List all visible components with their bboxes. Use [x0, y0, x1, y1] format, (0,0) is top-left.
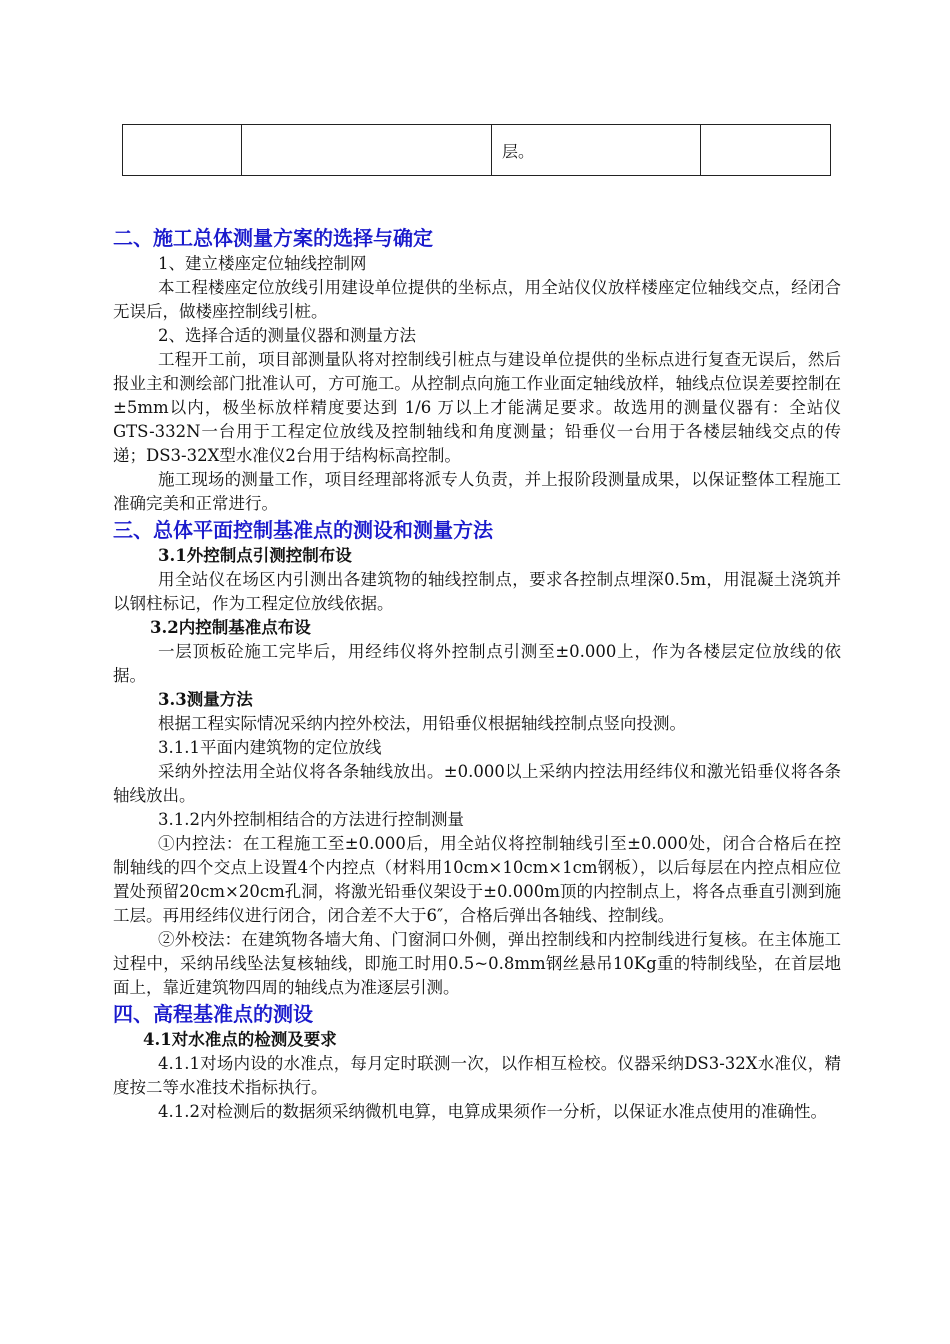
- section-3-1-2-title: 3.1.2内外控制相结合的方法进行控制测量: [158, 810, 464, 829]
- section-2-item-2-text-2: 施工现场的测量工作，项目经理部将派专人负责，并上报阶段测量成果，以保证整体工程施工准确完美和正常进行。: [113, 470, 841, 513]
- section-3-2-heading: 3.2内控制基准点布设: [150, 618, 311, 637]
- section-2-item-2-text: 工程开工前，项目部测量队将对控制线引桩点与建设单位提供的坐标点进行复查无误后，然后报业主和测绘部门批准认可，方可施工。从控制点向施工作业面定轴线放样，轴线点位误差要控制在±5mm以内，极坐标放样精度要达到 1/6 万以上才能满足要求。故选用的测量仪器有：全站仪GTS-332N一台用于工程定位放线及控制轴线和角度测量；铅垂仪一台用于各楼层轴线交点的传递；DS3-32X型水准仪2台用于结构标高控制。: [113, 350, 841, 465]
- document-body: [113, 224, 841, 1124]
- section-3-heading: 三、总体平面控制基准点的测设和测量方法: [113, 518, 493, 542]
- section-3-1-2-text-1: ①内控法：在工程施工至±0.000后，用全站仪将控制轴线引至±0.000处，闭合合格后在控制轴线的四个交点上设置4个内控点（材料用10cm×10cm×1cm钢板），以后每层在内控点相应位置处预留20cm×20cm孔洞，将激光铅垂仪架设于±0.000m顶的内控制点上，将各点垂直引测到施工层。再用经纬仪进行闭合，闭合差不大于6″，合格后弹出各轴线、控制线。: [113, 834, 841, 925]
- table-cell: [701, 125, 831, 176]
- section-3-2-text: 一层顶板砼施工完毕后，用经纬仪将外控制点引测至±0.000上，作为各楼层定位放线的依据。: [113, 642, 841, 685]
- section-3-3-heading: 3.3测量方法: [158, 690, 253, 709]
- section-3-1-2-text-2: ②外校法：在建筑物各墙大角、门窗洞口外侧，弹出控制线和内控制线进行复核。在主体施工过程中，采纳吊线坠法复核轴线，即施工时用0.5~0.8mm钢丝悬吊10Kg重的特制线坠，在首层地面上，靠近建筑物四周的轴线点为准逐层引测。: [113, 930, 841, 997]
- section-4-1-heading: 4.1对水准点的检测及要求: [143, 1030, 337, 1049]
- table-cell: [242, 125, 492, 176]
- section-4-heading: 四、高程基准点的测设: [113, 1002, 313, 1026]
- continuation-table: [122, 124, 831, 176]
- section-2-heading: 二、施工总体测量方案的选择与确定: [113, 226, 433, 250]
- section-3-3-text: 根据工程实际情况采纳内控外校法，用铅垂仪根据轴线控制点竖向投测。: [158, 714, 686, 733]
- section-2-item-1-title: 1、建立楼座定位轴线控制网: [158, 254, 367, 273]
- section-4-1-2-text: 4.1.2对检测后的数据须采纳微机电算，电算成果须作一分析，以保证水准点使用的准确性。: [158, 1102, 827, 1121]
- table-cell: [492, 125, 701, 176]
- section-3-1-1-text: 采纳外控法用全站仪将各条轴线放出。±0.000以上采纳内控法用经纬仪和激光铅垂仪将各条轴线放出。: [113, 762, 841, 805]
- section-3-1-1-title: 3.1.1平面内建筑物的定位放线: [158, 738, 382, 757]
- section-3-1-text: 用全站仪在场区内引测出各建筑物的轴线控制点，要求各控制点埋深0.5m，用混凝土浇筑并以钢柱标记，作为工程定位放线依据。: [113, 570, 841, 613]
- table-cell-text: 层。: [502, 141, 535, 161]
- section-2-item-1-text: 本工程楼座定位放线引用建设单位提供的坐标点，用全站仪仪放样楼座定位轴线交点，经闭合无误后，做楼座控制线引桩。: [113, 278, 841, 321]
- section-3-1-heading: 3.1外控制点引测控制布设: [158, 546, 352, 565]
- table-cell: [123, 125, 242, 176]
- section-4-1-1-text: 4.1.1对场内设的水准点，每月定时联测一次，以作相互检校。仪器采纳DS3-32X水准仪，精度按二等水准技术指标执行。: [113, 1054, 841, 1097]
- section-2-item-2-title: 2、选择合适的测量仪器和测量方法: [158, 326, 416, 345]
- table-row: [123, 125, 831, 176]
